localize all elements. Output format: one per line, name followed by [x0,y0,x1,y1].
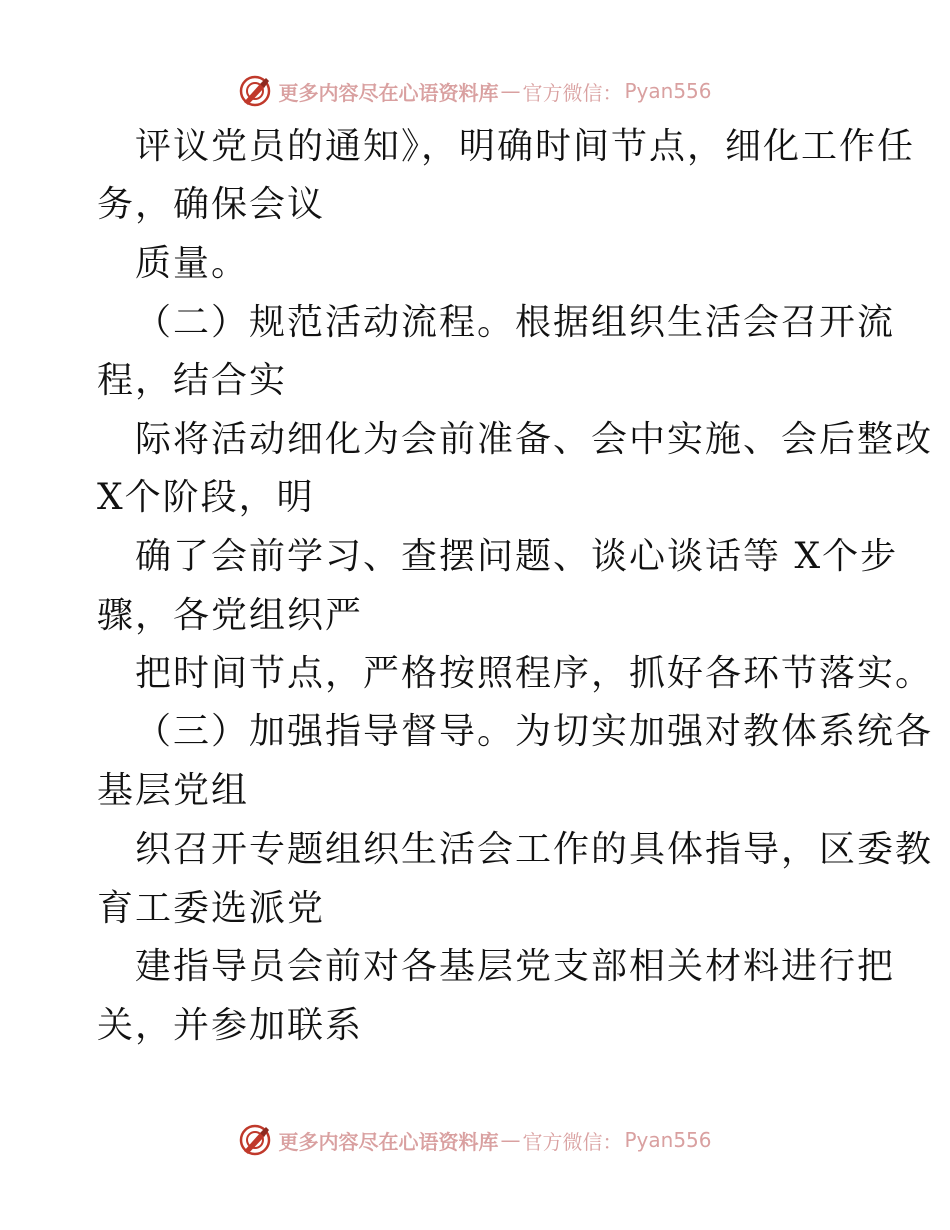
watermark-wechat-id: Pyan556 [624,1128,712,1152]
text-line: 评议党员的通知》，明确时间节点，细化工作任 [135,126,916,167]
footer-watermark [0,1120,950,1160]
watermark-wechat-label: 官方微信： [522,1129,623,1154]
text-line: 骤，各党组织严 [97,595,364,636]
text-line: 育工委选派党 [97,888,326,929]
text-line: 织召开专题组织生活会工作的具体指导，区委教 [135,829,934,870]
text-line: （三）加强指导督导。为切实加强对教体系统各 [135,711,934,752]
text-line: 务，确保会议 [97,184,326,225]
text-line: 际将活动细化为会前准备、会中实施、会后整改 [135,419,934,460]
text-line: X个阶段，明 [97,477,315,518]
pen-logo-icon [238,74,272,108]
watermark-title: 更多内容尽在心语资料库 [278,80,499,105]
text-line: 程，结合实 [97,360,288,401]
header-watermark [0,71,950,111]
watermark-dash: — [500,79,521,103]
text-line: 建指导员会前对各基层党支部相关材料进行把 [135,946,896,987]
text-line: （二）规范活动流程。根据组织生活会召开流 [135,302,896,343]
watermark-wechat-label: 官方微信： [522,80,623,105]
text-line: 把时间节点，严格按照程序，抓好各环节落实。 [135,653,934,694]
text-line: 关，并参加联系 [97,1005,364,1046]
text-line: 确了会前学习、查摆问题、谈心谈话等 X个步 [135,536,899,577]
watermark-dash: — [500,1128,521,1152]
pen-logo-icon [238,1123,272,1157]
text-line: 基层党组 [97,770,250,811]
text-line: 质量。 [135,243,250,284]
watermark-wechat-id: Pyan556 [624,79,712,103]
watermark-title: 更多内容尽在心语资料库 [278,1129,499,1154]
